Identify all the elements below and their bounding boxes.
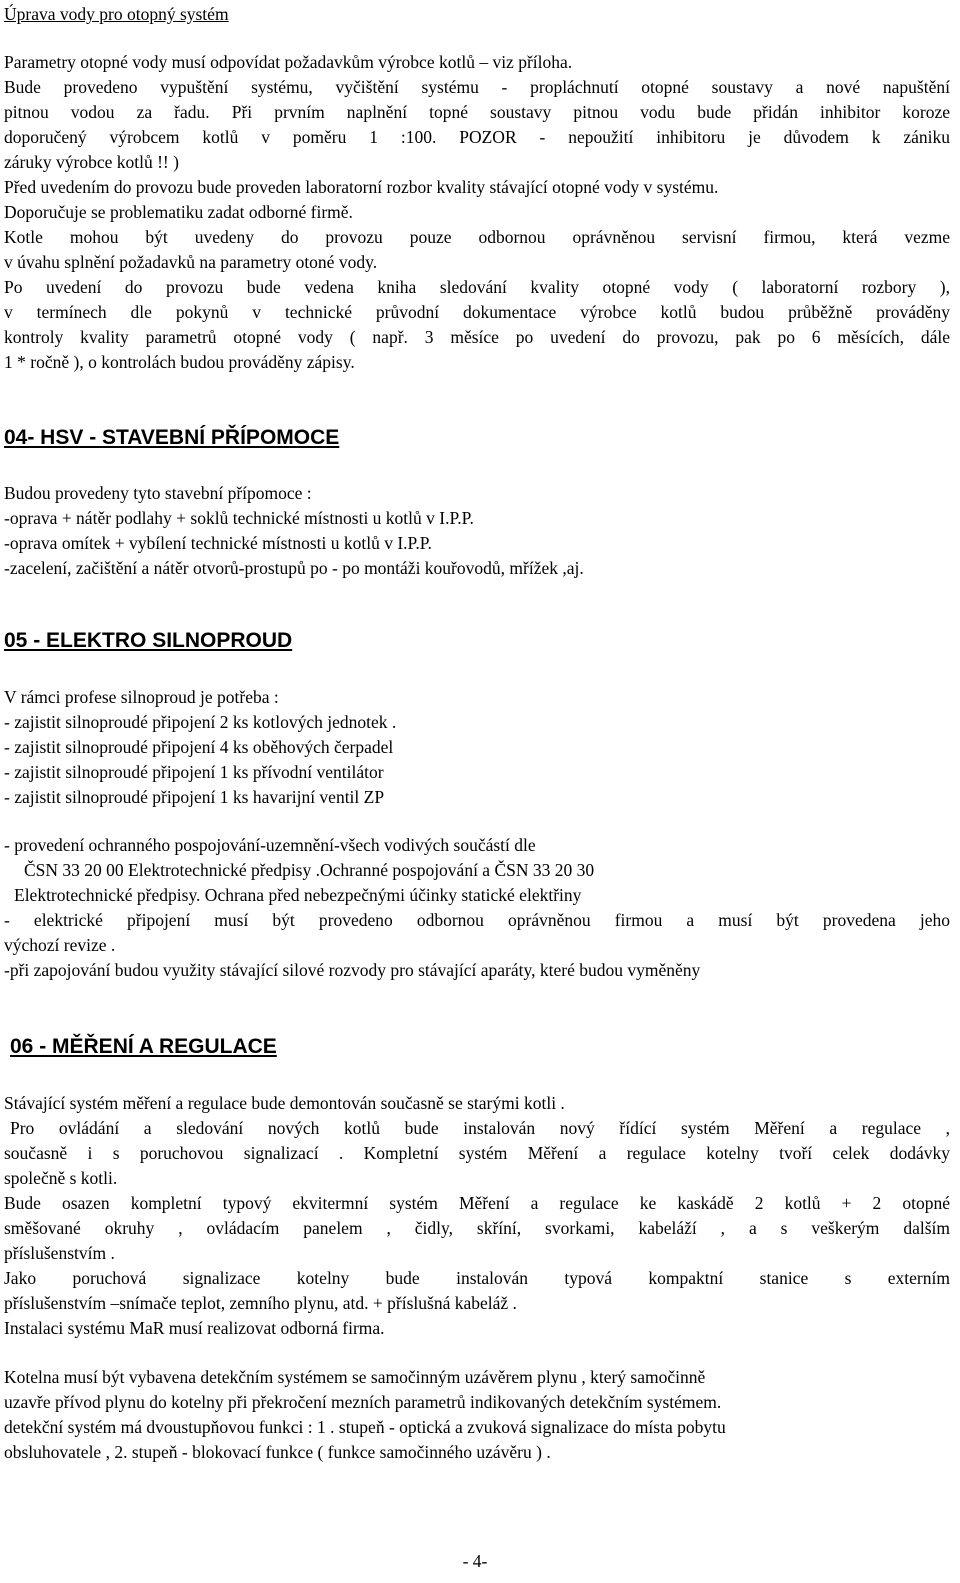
s04-line-2: -oprava + nátěr podlahy + soklů technické místnosti u kotlů v I.P.P. — [4, 508, 474, 528]
heading-05: 05 - ELEKTRO SILNOPROUD — [4, 629, 293, 652]
water-line-6: Před uvedením do provozu bude proveden laboratorní rozbor kvality stávající otopné vody v systému. — [4, 177, 719, 197]
water-line-8: Kotle mohou být uvedeny do provozu pouze odbornou oprávněnou servisní firmou, která vezme — [4, 227, 950, 247]
s06-line-12: uzavře přívod plynu do kotelny při překročení mezních parametrů indikovaných detekčním systémem. — [4, 1392, 722, 1412]
water-line-2: Bude provedeno vypuštění systému, vyčištění systému - propláchnutí otopné soustavy a nové napuštění — [4, 77, 950, 97]
section-title-water: Úprava vody pro otopný systém — [4, 4, 229, 24]
s04-line-4: -zacelení, začištění a nátěr otvorů-prostupů po - po montáži kouřovodů, mřížek ,aj. — [4, 558, 584, 578]
water-line-5: záruky výrobce kotlů !! ) — [4, 152, 179, 172]
s05-line-11: -při zapojování budou využity stávající silové rozvody pro stávající aparáty, které budou vyměněny — [4, 960, 701, 980]
water-line-11: v termínech dle pokynů v technické průvodní dokumentace výrobce kotlů budou průběžně prováděny — [4, 302, 950, 322]
s06-line-9: příslušenstvím –snímače teplot, zemního plynu, atd. + příslušná kabeláž . — [4, 1293, 517, 1313]
s05-line-5: - zajistit silnoproudé připojení 1 ks havarijní ventil ZP — [4, 787, 385, 807]
water-line-1: Parametry otopné vody musí odpovídat požadavkům výrobce kotlů – viz příloha. — [4, 52, 573, 72]
s06-line-8: Jako poruchová signalizace kotelny bude instalován typová kompaktní stanice s externím — [4, 1268, 950, 1288]
s06-line-1: Stávající systém měření a regulace bude demontován současně se starými kotli . — [4, 1093, 565, 1113]
s06-line-11: Kotelna musí být vybavena detekčním systémem se samočinným uzávěrem plynu , který samočinně — [4, 1367, 706, 1387]
s06-line-3: současně i s poruchovou signalizací . Kompletní systém Měření a regulace kotelny tvoří celek dodávky — [4, 1143, 950, 1163]
s06-line-5: Bude osazen kompletní typový ekvitermní systém Měření a regulace ke kaskádě 2 kotlů + 2 otopné — [4, 1193, 950, 1213]
s06-line-6: směšované okruhy , ovládacím panelem , čidly, skříní, svorkami, kabeláží , a s veškerým dalším — [4, 1218, 950, 1238]
water-line-13: 1 * ročně ), o kontrolách budou prováděny zápisy. — [4, 352, 355, 372]
water-line-9: v úvahu splnění požadavků na parametry otoné vody. — [4, 252, 378, 272]
water-line-3: pitnou vodou za řadu. Při prvním naplnění topné soustavy pitnou vodu bude přidán inhibitor koroze — [4, 102, 950, 122]
s04-line-1: Budou provedeny tyto stavební přípomoce : — [4, 483, 312, 503]
s05-line-9: - elektrické připojení musí být provedeno odbornou oprávněnou firmou a musí být provedena jeho — [4, 910, 950, 930]
s05-line-7: ČSN 33 20 00 Elektrotechnické předpisy .Ochranné pospojování a ČSN 33 20 30 — [24, 860, 595, 880]
s06-line-13: detekční systém má dvoustupňovou funkci : 1 . stupeň - optická a zvuková signalizace do místa pobytu — [4, 1417, 726, 1437]
s05-line-1: V rámci profese silnoproud je potřeba : — [4, 687, 279, 707]
s05-line-6: - provedení ochranného pospojování-uzemnění-všech vodivých součástí dle — [4, 835, 536, 855]
s05-line-2: - zajistit silnoproudé připojení 2 ks kotlových jednotek . — [4, 712, 397, 732]
s06-line-14: obsluhovatele , 2. stupeň - blokovací funkce ( funkce samočinného uzávěru ) . — [4, 1442, 551, 1462]
s06-line-7: příslušenstvím . — [4, 1243, 115, 1263]
water-line-12: kontroly kvality parametrů otopné vody ( např. 3 měsíce po uvedení do provozu, pak po 6 měsících, dále — [4, 327, 950, 347]
heading-04: 04- HSV - STAVEBNÍ PŘÍPOMOCE — [4, 426, 340, 449]
water-line-7: Doporučuje se problematiku zadat odborné firmě. — [4, 202, 353, 222]
s05-line-10: výchozí revize . — [4, 935, 116, 955]
s05-line-3: - zajistit silnoproudé připojení 4 ks oběhových čerpadel — [4, 737, 394, 757]
page-number: - 4- — [462, 1551, 488, 1571]
water-line-4: doporučený výrobcem kotlů v poměru 1 :100. POZOR - nepoužití inhibitoru je důvodem k zániku — [4, 127, 950, 147]
s05-line-8: Elektrotechnické předpisy. Ochrana před nebezpečnými účinky statické elektřiny — [14, 885, 582, 905]
s04-line-3: -oprava omítek + vybílení technické místnosti u kotlů v I.P.P. — [4, 533, 432, 553]
s06-line-10: Instalaci systému MaR musí realizovat odborná firma. — [4, 1318, 385, 1338]
s05-line-4: - zajistit silnoproudé připojení 1 ks přívodní ventilátor — [4, 762, 384, 782]
s06-line-4: společně s kotli. — [4, 1168, 118, 1188]
s06-line-2: Pro ovládání a sledování nových kotlů bude instalován nový řídící systém Měření a regulace , — [10, 1118, 950, 1138]
water-line-10: Po uvedení do provozu bude vedena kniha sledování kvality otopné vody ( laboratorní rozbory ), — [4, 277, 950, 297]
heading-06: 06 - MĚŘENÍ A REGULACE — [10, 1035, 277, 1058]
